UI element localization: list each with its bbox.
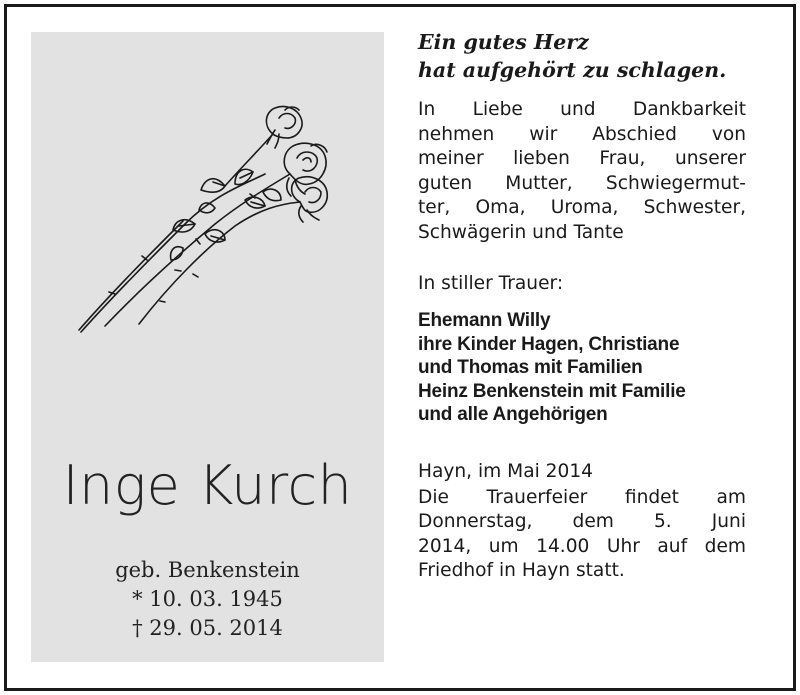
family-line: Heinz Benkenstein mit Familie — [418, 380, 686, 402]
farewell-line: ter, Oma, Uroma, Schwester, — [418, 197, 746, 218]
memorial-panel — [31, 32, 384, 662]
family-line: und Thomas mit Familien — [418, 357, 643, 378]
deceased-name: Inge Kurch — [62, 454, 353, 517]
farewell-paragraph — [418, 98, 746, 245]
death-date: † 29. 05. 2014 — [132, 616, 283, 640]
funeral-line: Die Trauerfeier findet am — [418, 486, 746, 508]
maiden-name: geb. Benkenstein — [115, 558, 300, 582]
obituary-text — [418, 28, 746, 584]
family-line: Ehemann Willy — [418, 310, 551, 331]
funeral-line: Friedhof in Hayn statt. — [418, 560, 625, 581]
funeral-line: Donnerstag, dem 5. Juni — [418, 511, 746, 532]
motto-line: hat aufgehört zu schlagen. — [418, 58, 727, 82]
birth-date: * 10. 03. 1945 — [132, 587, 283, 611]
farewell-line: nehmen wir Abschied von — [418, 123, 746, 145]
farewell-line: guten Mutter, Schwiegermut- — [418, 172, 746, 194]
farewell-line: Schwägerin und Tante — [418, 221, 624, 243]
funeral-paragraph — [418, 486, 746, 584]
motto-line: Ein gutes Herz — [418, 30, 589, 54]
mourning-heading: In stiller Trauer: — [418, 273, 564, 294]
birth-death-info — [31, 556, 384, 643]
farewell-line: In Liebe und Dankbarkeit — [418, 99, 746, 120]
family-line: ihre Kinder Hagen, Christiane — [418, 333, 680, 355]
funeral-line: 2014, um 14.00 Uhr auf dem — [418, 535, 746, 557]
family-list — [418, 309, 746, 427]
motto — [418, 28, 746, 84]
roses-illustration — [75, 74, 345, 344]
farewell-line: meiner lieben Frau, unserer — [418, 148, 746, 169]
place-date: Hayn, im Mai 2014 — [418, 460, 594, 482]
family-line: und alle Angehörigen — [418, 404, 608, 425]
